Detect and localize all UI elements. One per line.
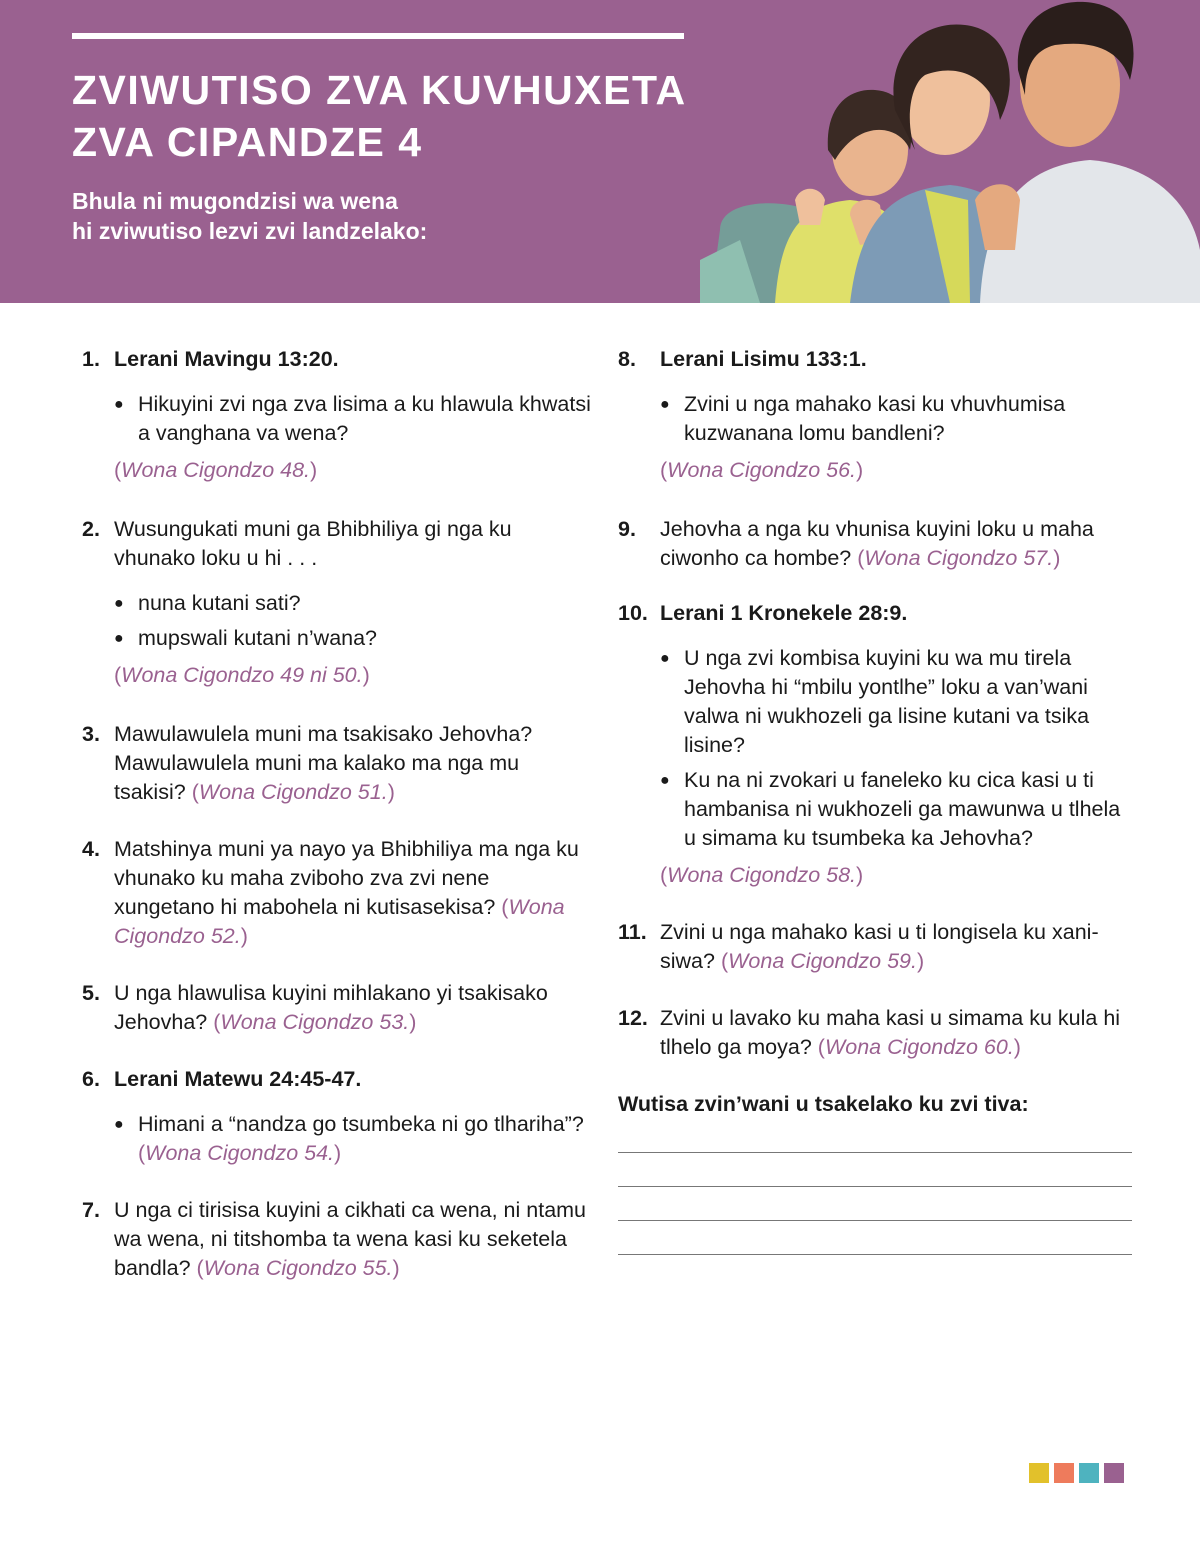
answer-line[interactable] — [618, 1254, 1132, 1255]
bullet-icon: ● — [114, 630, 124, 647]
question-text: U nga hlawulisa kuyini mihlakano yi tsakisako Jehovha? — [114, 981, 548, 1034]
question-text: Lerani Mavingu 13:20. — [114, 347, 339, 371]
reference-text: Wona Cigondzo 59. — [728, 949, 917, 973]
question-number: 8. — [618, 347, 636, 371]
question-number: 4. — [82, 837, 100, 861]
question-number: 2. — [82, 517, 100, 541]
question-text: U nga ci tirisisa kuyini a cikhati ca wena, ni ntamu wa wena, ni titshomba ta wena kasi ku seketela bandla? — [114, 1198, 587, 1280]
reference: (Wona Cigondzo 59.) — [720, 949, 925, 973]
swatch-teal — [1079, 1463, 1099, 1483]
reference: (Wona Cigondzo 53.) — [213, 1010, 417, 1034]
answer-line[interactable] — [618, 1186, 1132, 1187]
subtitle-line: hi zviwutiso lezvi zvi landzelako: — [72, 218, 428, 244]
notes-prompt: Wutisa zvin’wani u tsakelako ku zvi tiva: — [618, 1092, 1029, 1116]
question-item — [82, 720, 592, 807]
bullet-text: Ku na ni zvokari u faneleko ku cica kasi u ti hambanisa ni wukhozeli ga mawunwa u tlhela u simama ku tsumbeka ka Jehovha? — [684, 768, 1121, 850]
bullet-icon: ● — [114, 396, 124, 413]
question-text: Lerani 1 Kronekele 28:9. — [660, 601, 908, 625]
reference: (Wona Cigondzo 48.) — [114, 458, 318, 482]
reference-text: Wona Cigondzo 58. — [667, 863, 857, 887]
questions-right-column — [618, 345, 1138, 1255]
question-number: 9. — [618, 517, 636, 541]
question-number: 11. — [618, 920, 647, 944]
reference: (Wona Cigondzo 51.) — [191, 780, 395, 804]
reference-text: Wona Cigondzo 53. — [220, 1010, 410, 1034]
question-text: Jehovha a nga ku vhunisa kuyini loku u maha ciwonho ca hombe? — [660, 517, 1094, 570]
question-item — [618, 599, 1138, 890]
bullet-icon: ● — [660, 396, 670, 413]
bullet-text: U nga zvi kombisa kuyini ku wa mu tirela Jehovha hi “mbilu yontlhe” loku a van’wani valwa ni wukhozeli ga lisine kutani va tsika lisine? — [684, 646, 1090, 757]
question-text: Lerani Lisimu 133:1. — [660, 347, 867, 371]
reference: (Wona Cigondzo 52.) — [114, 895, 565, 948]
question-text: Matshinya muni ya nayo ya Bhibhiliya ma nga ku vhunako ku maha zviboho zva zvi nene xungetano hi mabohela ni kutisasekisa? — [114, 837, 579, 919]
reference: (Wona Cigondzo 49 ni 50.) — [114, 663, 370, 687]
reference: (Wona Cigondzo 56.) — [660, 458, 864, 482]
question-item — [618, 345, 1138, 485]
bullet-text: Himani a “nandza go tsumbeka ni go tlhariha”? — [138, 1112, 584, 1136]
bullet-icon: ● — [660, 650, 670, 667]
bullet-text: Hikuyini zvi nga zva lisima a ku hlawula khwatsi a vanghana va wena? — [138, 392, 591, 445]
question-number: 1. — [82, 347, 100, 371]
reference: (Wona Cigondzo 60.) — [817, 1035, 1021, 1059]
question-item — [82, 835, 592, 951]
reference-text: Wona Cigondzo 56. — [667, 458, 857, 482]
title-line: ZVIWUTISO ZVA KUVHUXETA — [72, 67, 687, 113]
question-item — [618, 918, 1138, 976]
page-subtitle — [72, 186, 712, 246]
reference: (Wona Cigondzo 55.) — [196, 1256, 400, 1280]
question-item — [82, 515, 592, 690]
question-item — [82, 979, 592, 1037]
reference: (Wona Cigondzo 57.) — [857, 546, 1061, 570]
reference-text: Wona Cigondzo 52. — [114, 895, 565, 948]
reference-text: Wona Cigondzo 57. — [864, 546, 1054, 570]
reference-text: Wona Cigondzo 54. — [145, 1141, 335, 1165]
reference-text: Wona Cigondzo 49 ni 50. — [121, 663, 363, 687]
question-item — [82, 1065, 592, 1168]
header-rule — [72, 33, 684, 39]
page-title — [72, 64, 712, 168]
color-swatches — [1029, 1463, 1124, 1483]
subtitle-line: Bhula ni mugondzisi wa wena — [72, 188, 398, 214]
reference-text: Wona Cigondzo 51. — [198, 780, 388, 804]
question-number: 7. — [82, 1198, 100, 1222]
answer-line[interactable] — [618, 1152, 1132, 1153]
question-text: Wusungukati muni ga Bhibhiliya gi nga ku vhunako loku u hi . . . — [114, 517, 512, 570]
swatch-orange — [1054, 1463, 1074, 1483]
question-item — [82, 1196, 592, 1283]
bullet-icon: ● — [114, 1116, 124, 1133]
header-banner — [0, 0, 1200, 303]
bullet-icon: ● — [114, 595, 124, 612]
swatch-purple — [1104, 1463, 1124, 1483]
reference-text: Wona Cigondzo 48. — [121, 458, 311, 482]
answer-line[interactable] — [618, 1220, 1132, 1221]
questions-left-column — [82, 345, 592, 1283]
title-line: ZVA CIPANDZE 4 — [72, 119, 423, 165]
question-number: 5. — [82, 981, 100, 1005]
question-number: 3. — [82, 722, 100, 746]
question-item — [618, 515, 1138, 573]
reference: (Wona Cigondzo 54.) — [138, 1141, 342, 1165]
question-item — [618, 1004, 1138, 1062]
question-text: Mawulawulela muni ma tsakisako Jehovha? Mawulawulela muni ma kalako ma nga mu tsakisi? — [114, 722, 533, 804]
reference: (Wona Cigondzo 58.) — [660, 863, 864, 887]
family-praying-illustration — [700, 0, 1200, 303]
question-item — [82, 345, 592, 485]
question-number: 6. — [82, 1067, 100, 1091]
bullet-text: Zvini u nga mahako kasi ku vhuvhumisa kuzwanana lomu bandleni? — [684, 392, 1066, 445]
reference-text: Wona Cigondzo 60. — [824, 1035, 1014, 1059]
question-text: Zvini u lavako ku maha kasi u simama ku kula hi tlhelo ga moya? — [660, 1006, 1121, 1059]
swatch-yellow — [1029, 1463, 1049, 1483]
bullet-icon: ● — [660, 772, 670, 789]
bullet-text: mupswali kutani n’wana? — [138, 626, 378, 650]
notes-section — [618, 1090, 1138, 1255]
question-number: 10. — [618, 601, 648, 625]
reference-text: Wona Cigondzo 55. — [203, 1256, 393, 1280]
question-text: Lerani Matewu 24:45-47. — [114, 1067, 362, 1091]
question-number: 12. — [618, 1006, 648, 1030]
question-text: Zvini u nga mahako kasi u ti longisela ku xanisiwa? — [660, 920, 1099, 973]
bullet-text: nuna kutani sati? — [138, 591, 301, 615]
